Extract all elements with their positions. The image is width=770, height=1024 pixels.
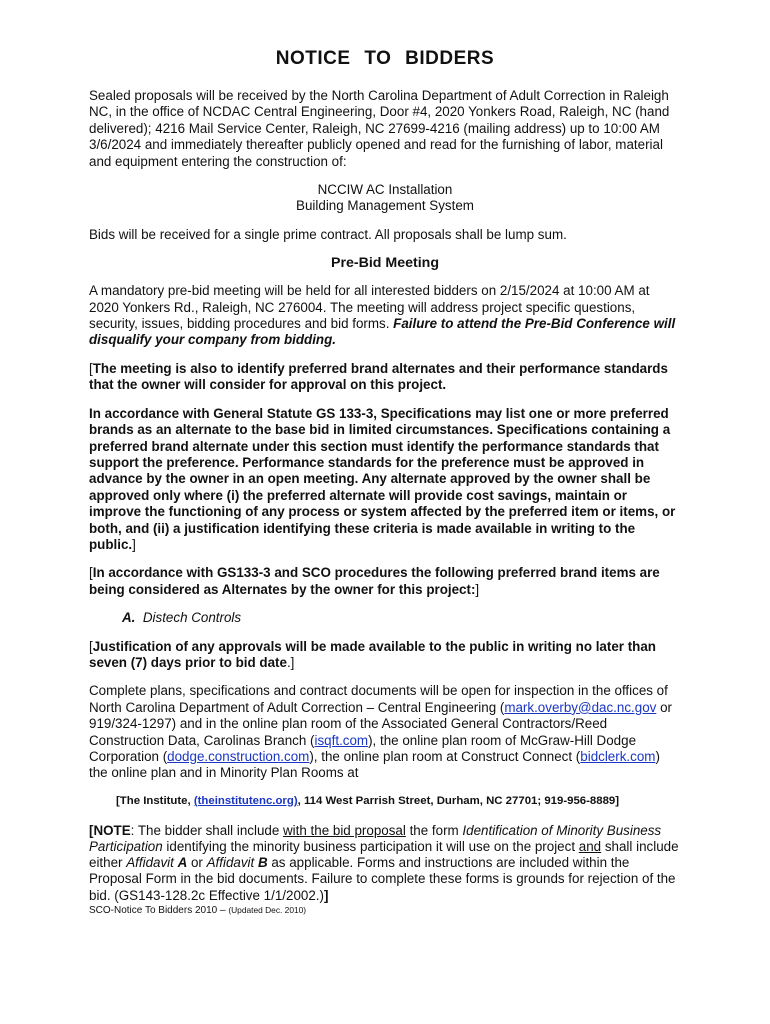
note-text: : The bidder shall include [130, 822, 284, 838]
alternate-name: Distech Controls [142, 610, 242, 626]
justification-text: Justification of any approvals will be made available to the public in writing no later than seven (7) days prior to bid date [89, 638, 656, 670]
note-affidavit: Affidavit [206, 855, 258, 871]
plans-text: ), the online plan room of McGraw-Hill Dodge Corporation ( [89, 732, 637, 764]
page-title: NOTICE TO BIDDERS [275, 48, 495, 69]
institute-link[interactable]: (theinstitutenc.org) [193, 794, 298, 807]
prebid-heading: Pre-Bid Meeting [331, 255, 439, 272]
alternate-letter: A. [122, 610, 136, 626]
sco-paragraph [89, 565, 681, 598]
plans-text: or 919/324-1297) and in the online plan room of the Associated General Contractors/Reed Construction Data, Carolinas Branch ( [89, 699, 672, 748]
alternate-a-item [89, 610, 681, 626]
footer-text: SCO-Notice To Bidders 2010 – [89, 904, 229, 916]
note-affidavit-letter: B [257, 855, 268, 871]
close-bracket: ] [475, 581, 480, 597]
prebid-paragraph [89, 283, 681, 349]
institute-text: , 114 West Parrish Street, Durham, NC 27701; 919-956-8889] [297, 794, 620, 807]
intro-paragraph: Sealed proposals will be received by the North Carolina Department of Adult Correction in Raleigh NC, in the office of NCDAC Central Engineering, Door #4, 2020 Yonkers Road, Raleigh, NC (hand delivered); 4216 Mail Service Center, Raleigh, NC 27699-4216 (mailing address) up to 10:00 AM 3/6/2024 and immediately thereafter publicly opened and read for the furnishing of labor, material and equipment entering the construction of: [89, 88, 670, 169]
note-text: shall include either [89, 839, 679, 871]
institute-text: [The Institute, [116, 794, 194, 807]
plans-paragraph [89, 683, 681, 781]
note-text: the form [405, 822, 463, 838]
note-label: [NOTE [89, 822, 131, 838]
statute-paragraph [89, 406, 681, 554]
prebid-text: A mandatory pre-bid meeting will be held for all interested bidders on 2/15/2024 at 10:00 AM at 2020 Yonkers Rd., Raleigh, NC 276004. The meeting will address project specific questions, security, issues, bidding procedures and bid forms. [89, 283, 650, 332]
prebid-warning: Failure to attend the Pre-Bid Conference will disqualify your company from bidding. [89, 316, 676, 348]
note-form-name: Identification of Minority Business Participation [89, 822, 662, 855]
close-bracket: ] [323, 887, 329, 903]
open-bracket: [ [89, 638, 93, 654]
note-text: or [187, 855, 207, 871]
open-bracket: [ [89, 565, 93, 581]
plans-text: ) the online plan and in Minority Plan Rooms at [89, 749, 660, 781]
project-subtitle: Building Management System [296, 198, 474, 214]
plans-text: Complete plans, specifications and contract documents will be open for inspection in the offices of North Carolina Department of Adult Correction – Central Engineering ( [89, 683, 668, 715]
justification-paragraph [89, 639, 681, 672]
note-text: as applicable. Forms and instructions are included within the Proposal Form in the bid documents. Failure to complete these forms is grounds for rejection of the bid. (GS143-128.2c Effective 1/1/2002.) [89, 855, 676, 903]
statute-text: In accordance with General Statute GS 133-3, Specifications may list one or more preferred brands as an alternate to the base bid in limited circumstances. Specifications containing a preferred brand alternate under this section must identify the performance standards that support the preference. Performance standards for the preference must be approved in advance by the owner in an open meeting. Any alternate approved by the owner shall be approved only where (i) the preferred alternate will provide cost savings, maintain or improve the functioning of any process or system affected by the preferred item or items, or both, and (ii) a justification identifying these criteria is made available in writing to the public. [89, 405, 676, 552]
footer-updated: (Updated Dec. 2010) [228, 904, 307, 915]
plans-text: ), the online plan room at Construct Connect ( [309, 749, 581, 764]
sco-text: In accordance with GS133-3 and SCO procedures the following preferred brand items are being considered as Alternates by the owner for this project: [89, 565, 660, 597]
bidclerk-link[interactable]: bidclerk.com [580, 749, 656, 764]
open-bracket: [ [89, 360, 93, 376]
note-block [89, 823, 681, 904]
note-underlined: and [578, 839, 602, 855]
email-link[interactable]: mark.overby@dac.nc.gov [504, 699, 657, 715]
close-bracket: .] [286, 654, 295, 670]
close-bracket: ] [132, 536, 136, 552]
bids-paragraph: Bids will be received for a single prime contract. All proposals shall be lump sum. [89, 226, 567, 242]
isqft-link[interactable]: isqft.com [314, 732, 369, 748]
footer [89, 904, 681, 917]
note-paragraph [89, 823, 681, 904]
document-page [89, 48, 681, 917]
brand-alternates-paragraph [89, 361, 681, 394]
note-affidavit: Affidavit [126, 855, 178, 871]
note-underlined: with the bid proposal [283, 822, 406, 838]
note-text: identifying the minority business participation it will use on the project [162, 839, 579, 855]
note-affidavit-letter: A [177, 855, 188, 871]
brand-alternates-text: The meeting is also to identify preferred brand alternates and their performance standards that the owner will consider for approval on this project. [89, 360, 668, 393]
project-name: NCCIW AC Installation [317, 182, 453, 198]
institute-paragraph [89, 794, 681, 809]
dodge-link[interactable]: dodge.construction.com [167, 749, 310, 764]
